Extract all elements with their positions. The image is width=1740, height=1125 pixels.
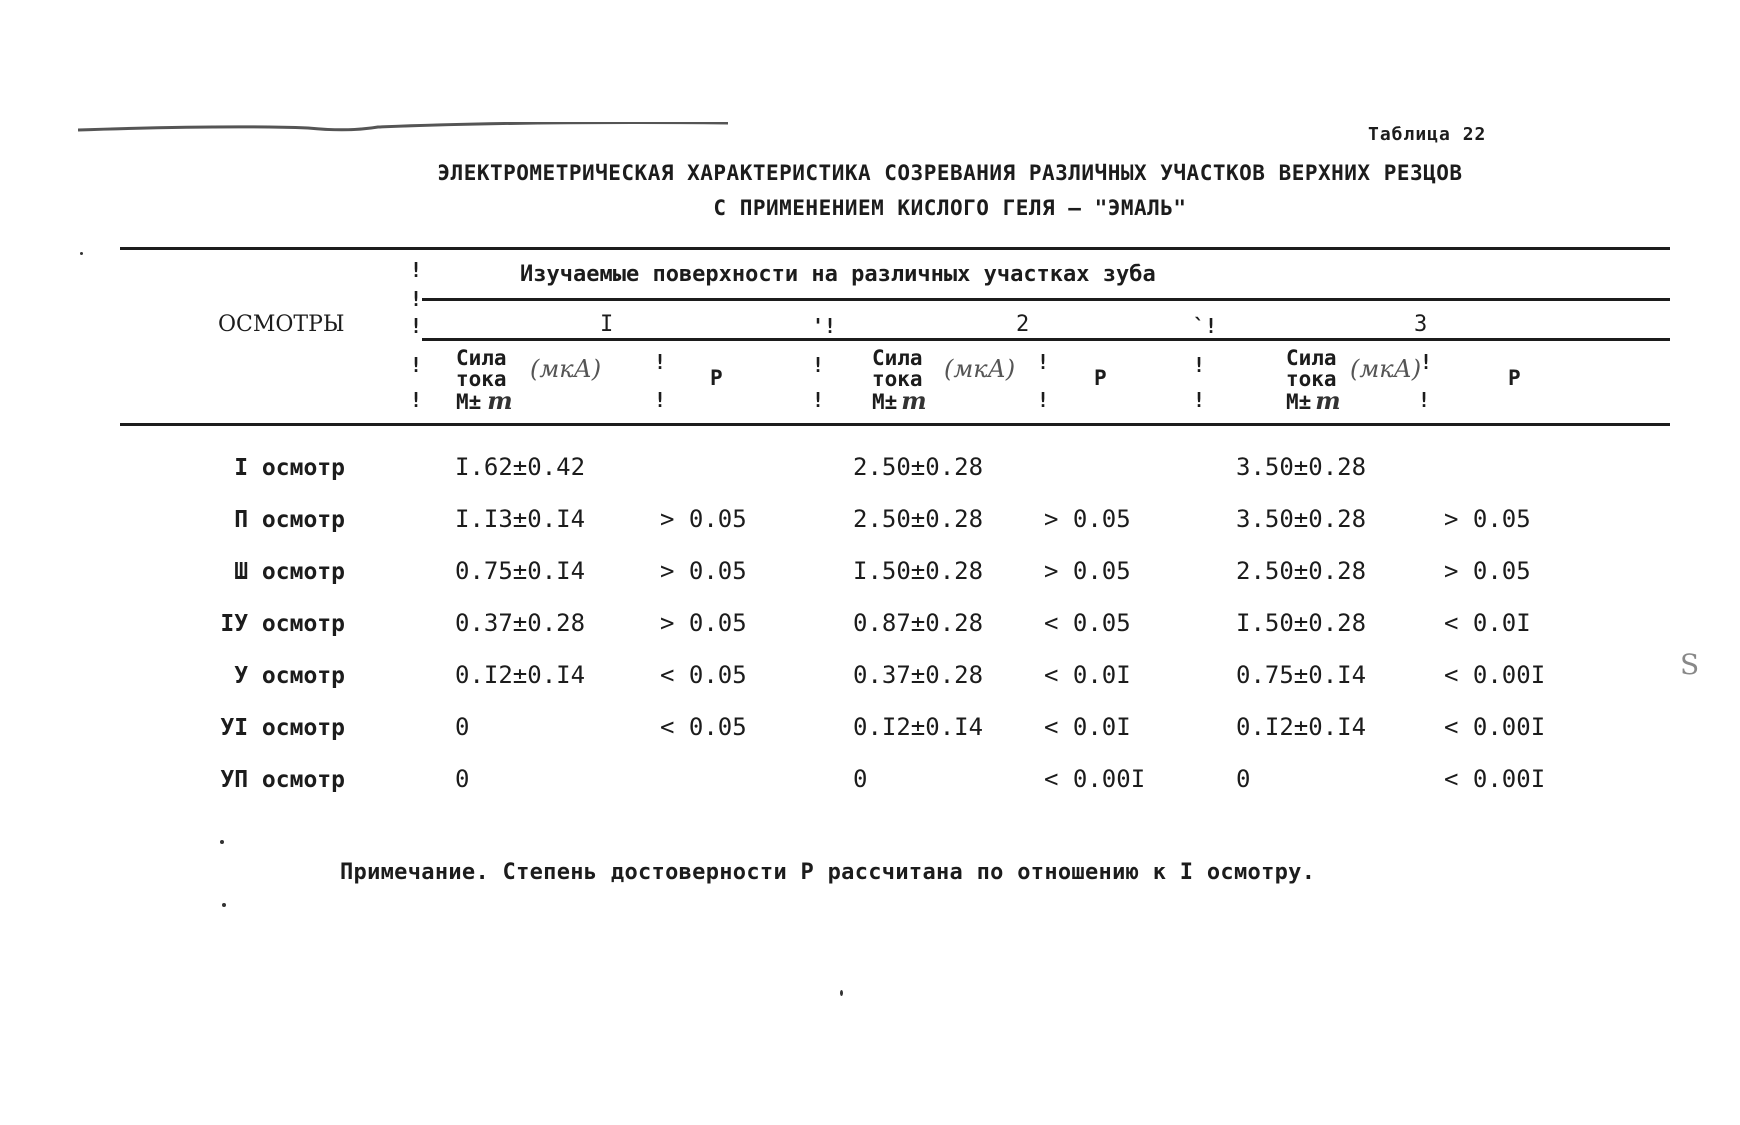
- current-value-1: 0.75±0.I4: [455, 557, 586, 585]
- p-header-3: P: [1508, 366, 1521, 390]
- scan-streak: [78, 122, 728, 136]
- current-value-1: 0.37±0.28: [455, 609, 586, 637]
- group-header: Изучаемые поверхности на различных участках зуба: [520, 262, 1156, 287]
- separator-mark: !: [410, 388, 423, 412]
- scan-speck: [220, 840, 224, 844]
- p-header-1: P: [710, 366, 723, 390]
- current-header-2: Сила тока M± m: [872, 346, 927, 415]
- mean-error-symbol: m: [487, 386, 513, 415]
- current-value-1: 0: [455, 713, 470, 741]
- current-value-1: I.62±0.42: [455, 453, 586, 481]
- separator-mark: !: [1037, 350, 1050, 374]
- separator-mark: !: [654, 350, 667, 374]
- separator-mark: !: [410, 353, 423, 377]
- separator-mark: !: [1193, 353, 1206, 377]
- scan-speck: [840, 990, 843, 996]
- current-unit-1: (мкА): [530, 355, 602, 383]
- table-note: Примечание. Степень достоверности P рассчитана по отношению к I осмотру.: [340, 860, 1316, 885]
- current-value-2: 0.I2±0.I4: [853, 713, 984, 741]
- mean-error-symbol: m: [1315, 386, 1341, 415]
- p-value-1: > 0.05: [660, 609, 747, 637]
- section-header-3: 3: [1414, 312, 1428, 337]
- p-value-1: < 0.05: [660, 713, 747, 741]
- p-value-1: > 0.05: [660, 557, 747, 585]
- current-value-2: 0.87±0.28: [853, 609, 984, 637]
- row-label: УI осмотр: [220, 715, 345, 741]
- scan-speck: [222, 903, 226, 907]
- separator-mark: !: [1418, 388, 1431, 412]
- rows-header: ОСМОТРЫ: [218, 312, 345, 337]
- current-value-1: 0.I2±0.I4: [455, 661, 586, 689]
- scan-speck: [80, 252, 83, 255]
- row-label: УП осмотр: [220, 767, 345, 793]
- current-value-3: I.50±0.28: [1236, 609, 1367, 637]
- current-value-2: 0: [853, 765, 868, 793]
- current-value-2: 2.50±0.28: [853, 453, 984, 481]
- current-value-3: 0.75±0.I4: [1236, 661, 1367, 689]
- p-value-2: < 0.0I: [1044, 661, 1131, 689]
- current-header-1: Сила тока M± m: [456, 346, 513, 415]
- current-value-2: I.50±0.28: [853, 557, 984, 585]
- separator-mark: !: [1037, 388, 1050, 412]
- margin-handwritten-mark: S: [1680, 648, 1700, 681]
- separator-mark: !: [1193, 388, 1206, 412]
- separator-mark: !: [812, 353, 825, 377]
- p-value-1: > 0.05: [660, 505, 747, 533]
- table-title-line-1: ЭЛЕКТРОМЕТРИЧЕСКАЯ ХАРАКТЕРИСТИКА СОЗРЕВАНИЯ РАЗЛИЧНЫХ УЧАСТКОВ ВЕРХНИХ РЕЗЦОВ: [437, 161, 1463, 185]
- current-value-1: I.I3±0.I4: [455, 505, 586, 533]
- separator-mark: !: [410, 314, 423, 338]
- current-unit-3: (мкА): [1350, 355, 1422, 383]
- row-label: У осмотр: [234, 663, 345, 689]
- p-value-3: < 0.0I: [1444, 609, 1531, 637]
- section-header-1: I: [600, 312, 614, 337]
- p-value-2: > 0.05: [1044, 557, 1131, 585]
- top-rule: [120, 247, 1670, 250]
- current-value-2: 2.50±0.28: [853, 505, 984, 533]
- current-value-3: 3.50±0.28: [1236, 505, 1367, 533]
- section-header-2: 2: [1016, 312, 1030, 337]
- p-value-2: < 0.00I: [1044, 765, 1146, 793]
- section-rule: [422, 338, 1670, 341]
- current-value-3: 0: [1236, 765, 1251, 793]
- current-value-3: 0.I2±0.I4: [1236, 713, 1367, 741]
- current-header-3: Сила тока M± m: [1286, 346, 1341, 415]
- current-unit-2: (мкА): [944, 355, 1016, 383]
- current-value-2: 0.37±0.28: [853, 661, 984, 689]
- row-label: П осмотр: [234, 507, 345, 533]
- row-label: IУ осмотр: [220, 611, 345, 637]
- separator-mark: '!: [812, 314, 837, 338]
- separator-mark: !: [812, 388, 825, 412]
- separator-mark: !: [1420, 350, 1433, 374]
- p-value-2: > 0.05: [1044, 505, 1131, 533]
- p-value-3: < 0.00I: [1444, 765, 1546, 793]
- p-value-3: < 0.00I: [1444, 661, 1546, 689]
- current-value-3: 2.50±0.28: [1236, 557, 1367, 585]
- current-value-3: 3.50±0.28: [1236, 453, 1367, 481]
- separator-mark: `!: [1193, 314, 1218, 338]
- p-value-3: > 0.05: [1444, 505, 1531, 533]
- row-label: Ш осмотр: [234, 559, 345, 585]
- p-value-1: < 0.05: [660, 661, 747, 689]
- separator-mark: !: [410, 258, 423, 282]
- row-label: I осмотр: [234, 455, 345, 481]
- p-value-2: < 0.0I: [1044, 713, 1131, 741]
- separator-mark: !: [410, 287, 423, 311]
- p-header-2: P: [1094, 366, 1107, 390]
- header-bottom-rule: [120, 423, 1670, 426]
- table-number: Таблица 22: [1368, 124, 1487, 145]
- p-value-2: < 0.05: [1044, 609, 1131, 637]
- group-rule: [422, 298, 1670, 301]
- separator-mark: !: [654, 388, 667, 412]
- mean-error-symbol: m: [901, 386, 927, 415]
- current-value-1: 0: [455, 765, 470, 793]
- p-value-3: > 0.05: [1444, 557, 1531, 585]
- p-value-3: < 0.00I: [1444, 713, 1546, 741]
- table-title-line-2: С ПРИМЕНЕНИЕМ КИСЛОГО ГЕЛЯ – "ЭМАЛЬ": [713, 196, 1187, 220]
